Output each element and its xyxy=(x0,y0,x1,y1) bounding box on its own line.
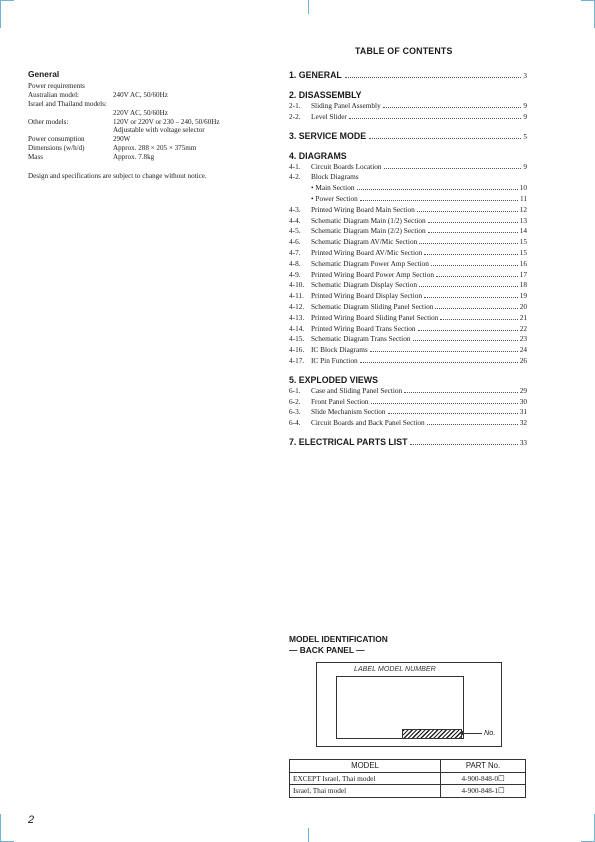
toc-entry-title: Schematic Diagram Display Section xyxy=(311,280,417,290)
toc-section-heading[interactable] xyxy=(289,375,527,386)
toc-entry-title: Block Diagrams xyxy=(311,172,359,182)
leader-dots xyxy=(435,308,517,309)
table-row xyxy=(290,772,526,785)
toc-page-number: 16 xyxy=(519,258,527,268)
leader-dots xyxy=(418,330,518,331)
leader-dots xyxy=(404,392,518,393)
toc-section xyxy=(289,131,527,143)
toc-page-number: 12 xyxy=(519,204,527,214)
toc-page-number: 26 xyxy=(519,355,527,365)
toc-entry-number: 4-15. xyxy=(289,334,305,344)
toc-page-number: 23 xyxy=(519,334,527,344)
leader-dots xyxy=(383,107,522,108)
toc-page-number: 5 xyxy=(523,132,527,141)
toc-entry-title: Front Panel Section xyxy=(311,396,369,406)
spec-row: Power requirements xyxy=(28,81,85,90)
toc-entry[interactable] xyxy=(289,237,527,248)
leader-dots xyxy=(349,118,521,119)
toc-entry[interactable] xyxy=(289,302,527,313)
leader-dots xyxy=(417,211,518,212)
spec-value: Approx. 288 × 205 × 375mm xyxy=(113,144,197,153)
toc-page-number: 32 xyxy=(519,418,527,428)
toc-entry-number: 4-8. xyxy=(289,258,301,268)
toc-entry[interactable] xyxy=(289,313,527,324)
spec-key: Dimensions (w/h/d) xyxy=(28,144,85,153)
table-cell-part-no: 4-900-848-0☐ xyxy=(441,772,526,785)
toc-entry[interactable] xyxy=(289,291,527,302)
toc-section-title: 1. GENERAL xyxy=(289,70,342,80)
crop-mark-top-right-h xyxy=(581,0,595,1)
toc-entry[interactable] xyxy=(289,259,527,270)
toc-section xyxy=(289,90,527,123)
toc-entry[interactable] xyxy=(289,386,527,397)
spec-list xyxy=(28,82,268,162)
spec-row xyxy=(28,153,268,162)
toc-entry-title: Schematic Diagram AV/Mic Section xyxy=(311,237,418,247)
toc-entry-number: 4-4. xyxy=(289,215,301,225)
toc-entry-title: • Power Section xyxy=(311,194,358,205)
spec-value: Approx. 7.8kg xyxy=(113,153,155,162)
toc-entry-number: 4-13. xyxy=(289,312,305,322)
spec-row xyxy=(28,144,268,153)
toc-entry[interactable] xyxy=(289,397,527,408)
leader-dots xyxy=(428,222,518,223)
toc-page-number: 30 xyxy=(519,396,527,406)
toc-page-number: 3 xyxy=(523,72,527,80)
toc-page-number: 31 xyxy=(519,407,527,417)
toc-entry-number: 4-7. xyxy=(289,247,301,257)
toc-entry[interactable] xyxy=(289,226,527,237)
toc-entry-title: Case and Sliding Panel Section xyxy=(311,385,403,395)
spec-row xyxy=(28,109,268,118)
toc-page-number: 9 xyxy=(523,161,527,171)
toc-page-number: 21 xyxy=(519,312,527,322)
toc-entry-number: 4-6. xyxy=(289,237,301,247)
model-identification xyxy=(289,634,388,655)
toc-page-number: 10 xyxy=(519,183,527,193)
toc-section-heading[interactable] xyxy=(289,70,527,82)
spec-value: 220V AC, 50/60Hz xyxy=(113,108,168,117)
table-cell-model: Israel, Thai model xyxy=(290,785,441,798)
leader-dots xyxy=(388,413,518,414)
toc-entry[interactable] xyxy=(289,101,527,112)
leader-dots xyxy=(369,138,521,139)
leader-dots xyxy=(410,444,517,445)
toc-entry-number: 6-1. xyxy=(289,385,301,395)
toc-entry[interactable] xyxy=(289,162,527,173)
arrow-icon xyxy=(459,730,464,736)
leader-dots xyxy=(345,77,522,78)
toc-entry-title: Circuit Boards and Back Panel Section xyxy=(311,418,425,428)
toc-page-number: 33 xyxy=(519,438,527,447)
toc-entry-number: 4-16. xyxy=(289,345,305,355)
table-cell-part-no: 4-900-848-1☐ xyxy=(441,785,526,798)
page-number: 2 xyxy=(28,814,35,826)
toc-entry-title: Schematic Diagram Trans Section xyxy=(311,334,411,344)
toc-section-title: 2. DISASSEMBLY xyxy=(289,90,362,100)
toc-entry-number: 4-9. xyxy=(289,269,301,279)
toc-entry-number: 4-12. xyxy=(289,301,305,311)
toc-entry[interactable] xyxy=(289,334,527,345)
disclaimer-text: Design and specifications are subject to change without notice. xyxy=(28,172,207,181)
toc-page-number: 11 xyxy=(519,193,527,203)
toc-page-number: 13 xyxy=(519,215,527,225)
toc-entry-title: Sliding Panel Assembly xyxy=(311,101,381,110)
toc-entry-number: 4-1. xyxy=(289,161,301,171)
toc-entry-number: 4-11. xyxy=(289,291,304,301)
toc-title: TABLE OF CONTENTS xyxy=(355,46,453,56)
toc-section xyxy=(289,151,527,367)
toc-entry-title: IC Block Diagrams xyxy=(311,345,368,355)
toc-entry[interactable] xyxy=(289,216,527,227)
toc-section-title: 5. EXPLODED VIEWS xyxy=(289,374,378,385)
toc-entry-title: Printed Wiring Board AV/Mic Section xyxy=(311,247,423,257)
leader-dots xyxy=(384,168,522,169)
toc-page-number: 15 xyxy=(519,247,527,257)
toc-section-heading[interactable] xyxy=(289,90,527,101)
toc-page-number: 19 xyxy=(519,291,527,301)
toc-section-title: 7. ELECTRICAL PARTS LIST xyxy=(289,436,408,447)
spec-value: Adjustable with voltage selector xyxy=(113,126,205,135)
leader-dots xyxy=(371,403,518,404)
spec-row xyxy=(28,126,268,135)
leader-dots xyxy=(424,254,517,255)
toc-entry-title: Printed Wiring Board Power Amp Section xyxy=(311,269,434,279)
toc-entry-title: IC Pin Function xyxy=(311,355,358,365)
toc-page-number: 17 xyxy=(519,269,527,279)
model-identification-heading: MODEL IDENTIFICATION xyxy=(289,634,388,644)
leader-dots xyxy=(431,265,518,266)
table-header-part-no: PART No. xyxy=(441,760,526,773)
toc-entry-title: Printed Wiring Board Sliding Panel Section xyxy=(311,312,439,322)
toc-entry[interactable] xyxy=(289,418,527,429)
toc-entry-title: Printed Wiring Board Main Section xyxy=(311,204,415,214)
table-cell-model: EXCEPT Israel, Thai model xyxy=(290,772,441,785)
spec-row xyxy=(28,118,268,127)
table-header-row xyxy=(290,760,526,773)
leader-dots xyxy=(357,189,518,190)
toc-section xyxy=(289,437,527,449)
spec-row xyxy=(28,135,268,144)
table-row xyxy=(290,785,526,798)
toc-section xyxy=(289,70,527,82)
toc-page-number: 20 xyxy=(519,301,527,311)
toc-entry[interactable] xyxy=(289,356,527,367)
toc-entry[interactable] xyxy=(289,345,527,356)
toc-page-number: 15 xyxy=(519,237,527,247)
toc-section-title: 3. SERVICE MODE xyxy=(289,130,367,141)
toc-section xyxy=(289,375,527,429)
spec-key: Other models: xyxy=(28,117,69,126)
model-number-hatch xyxy=(402,729,462,739)
toc-section-title: 4. DIAGRAMS xyxy=(289,150,347,161)
toc-entry-title: Schematic Diagram Power Amp Section xyxy=(311,258,429,268)
toc-entry[interactable] xyxy=(289,172,527,183)
toc-entry-title: Printed Wiring Board Trans Section xyxy=(311,323,416,333)
toc-entry-title: Slide Mechanism Section xyxy=(311,407,386,417)
toc-entry[interactable] xyxy=(289,205,527,216)
toc-entry-number: 6-3. xyxy=(289,407,301,417)
crop-mark-bottom-left xyxy=(0,814,1,842)
toc-entry-number: 4-14. xyxy=(289,323,305,333)
toc-section-heading[interactable] xyxy=(289,151,527,162)
model-part-table xyxy=(289,759,526,798)
toc-page-number: 14 xyxy=(519,226,527,236)
spec-value: 240V AC, 50/60Hz xyxy=(113,90,168,99)
toc-page-number: 9 xyxy=(523,101,527,110)
toc-entry[interactable] xyxy=(289,183,527,194)
spec-row: Israel and Thailand models: xyxy=(28,99,107,108)
toc-page-number: 18 xyxy=(519,280,527,290)
leader-dots xyxy=(424,297,518,298)
toc-entry[interactable] xyxy=(289,112,527,123)
crop-mark-top-left-h xyxy=(0,0,14,1)
toc-entry-title: Printed Wiring Board Display Section xyxy=(311,291,423,301)
toc-entry-number: 6-4. xyxy=(289,418,301,428)
leader-dots xyxy=(428,232,518,233)
spec-value: 290W xyxy=(113,135,131,144)
toc-entry-number: 2-1. xyxy=(289,101,301,110)
leader-dots xyxy=(370,351,518,352)
label-model-number-caption: LABEL MODEL NUMBER xyxy=(354,665,436,673)
toc-entry[interactable] xyxy=(289,407,527,418)
toc-entry-title: Level Slider xyxy=(311,111,347,121)
leader-dots xyxy=(360,362,518,363)
leader-dots xyxy=(436,276,518,277)
crop-mark-top-left xyxy=(0,0,1,28)
spec-key: Australian model: xyxy=(28,90,80,99)
leader-dots xyxy=(360,200,518,201)
toc-entry-number: 4-5. xyxy=(289,226,301,236)
toc-entry[interactable] xyxy=(289,280,527,291)
toc-entry-number: 4-17. xyxy=(289,355,305,365)
toc-page-number: 24 xyxy=(519,345,527,355)
number-label: No. xyxy=(484,728,496,737)
spec-key: Mass xyxy=(28,153,43,162)
leader-dots xyxy=(440,319,517,320)
spec-key xyxy=(28,109,113,118)
toc-entry-title: Schematic Diagram Sliding Panel Section xyxy=(311,301,434,311)
table-of-contents xyxy=(289,70,527,449)
toc-page-number: 22 xyxy=(519,323,527,333)
spec-row xyxy=(28,91,268,100)
spec-key: Power consumption xyxy=(28,135,85,144)
toc-entry-title: • Main Section xyxy=(311,183,355,194)
back-panel-subheading: — BACK PANEL — xyxy=(289,644,365,655)
leader-dots xyxy=(427,424,518,425)
toc-entry-number: 6-2. xyxy=(289,396,301,406)
leader-dots xyxy=(413,340,518,341)
toc-section-heading[interactable] xyxy=(289,131,527,143)
general-specifications xyxy=(28,70,268,181)
general-heading: General xyxy=(28,69,60,79)
toc-entry-title: Schematic Diagram Main (1/2) Section xyxy=(311,215,426,225)
toc-entry[interactable] xyxy=(289,270,527,281)
toc-section-heading[interactable] xyxy=(289,437,527,449)
toc-entry-title: Schematic Diagram Main (2/2) Section xyxy=(311,226,426,236)
toc-entry-number: 4-2. xyxy=(289,172,301,182)
crop-mark-bottom-center xyxy=(308,828,309,842)
toc-entry[interactable] xyxy=(289,248,527,259)
spec-value: 120V or 220V or 230 – 240, 50/60Hz xyxy=(113,117,220,126)
toc-entry-number: 4-3. xyxy=(289,204,301,214)
crop-mark-top-center xyxy=(308,0,309,14)
leader-dots xyxy=(419,243,517,244)
arrow-line xyxy=(462,733,482,734)
toc-page-number: 9 xyxy=(523,111,527,121)
table-header-model: MODEL xyxy=(290,760,441,773)
spec-key xyxy=(28,126,113,135)
toc-page-number: 29 xyxy=(519,385,527,395)
toc-entry-number: 2-2. xyxy=(289,111,301,121)
toc-entry-number: 4-10. xyxy=(289,280,305,290)
toc-entry[interactable] xyxy=(289,324,527,335)
toc-entry-title: Circuit Boards Location xyxy=(311,161,382,171)
toc-entry[interactable] xyxy=(289,194,527,205)
leader-dots xyxy=(419,286,518,287)
